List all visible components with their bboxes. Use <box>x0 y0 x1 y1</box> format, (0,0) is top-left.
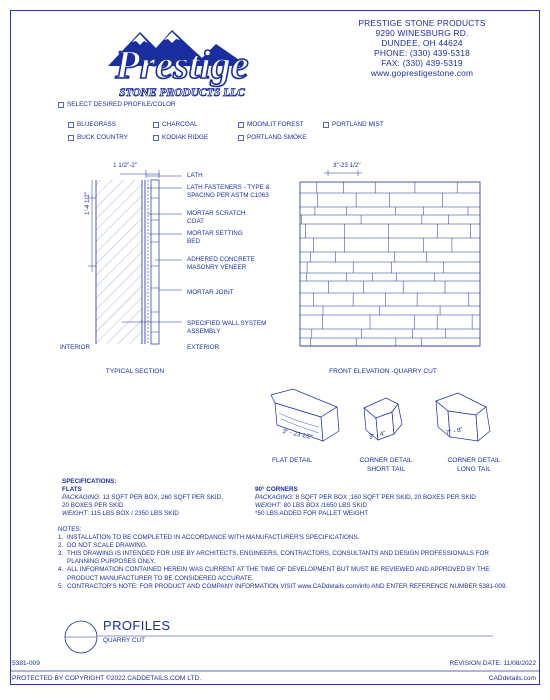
label-mortar-joint: MORTAR JOINT <box>187 289 234 296</box>
pallet-weight-note: *50 LBS ADDED FOR PALLET WEIGHT <box>255 510 369 517</box>
logo-subtitle: STONE PRODUCTS LLC <box>119 87 245 99</box>
company-phone: PHONE: (330) 439-5318 <box>374 48 470 58</box>
caption-front-elevation: FRONT ELEVATION -QUARRY CUT <box>329 368 437 375</box>
flats-heading: FLATS <box>62 486 82 493</box>
checkbox-icon[interactable] <box>238 135 244 141</box>
label-veneer: ADHERED CONCRETE MASONRY VENEER <box>187 256 255 271</box>
label-lath: LATH <box>187 172 203 179</box>
flats-packaging: PACKAGING: 13 SQFT PER BOX, 260 SQFT PER SKID, <box>62 494 223 501</box>
logo-wordmark: Prestige <box>115 42 249 87</box>
note-item: 5. CONTRACTOR'S NOTE: FOR PRODUCT AND COMPANY INFORMATION VISIT www.CADdetails.com/info AND ENTER REFERENCE NUMBER 5381-009. <box>58 582 508 590</box>
company-name: PRESTIGE STONE PRODUCTS <box>358 18 486 28</box>
checkbox-icon[interactable] <box>58 102 64 108</box>
label-scratch-coat: MORTAR SCRATCH COAT <box>187 210 246 225</box>
color-option-kodiak-ridge[interactable]: KODIAK RIDGE <box>153 134 208 142</box>
drawing-title: PROFILES <box>103 618 171 633</box>
corner-short-dim: 3" - 4" <box>368 430 387 441</box>
label-lath-fasteners: LATH FASTENERS - TYPE & SPACING PER ASTM C1063 <box>187 184 270 199</box>
corners-heading: 90° CORNERS <box>255 486 298 493</box>
caption-long-tail: LONG TAIL <box>457 466 491 473</box>
color-option-buck-country[interactable]: BUCK COUNTRY <box>68 134 128 142</box>
corner-long-dim: 7" - 8" <box>445 426 464 437</box>
select-profile-heading: SELECT DESIRED PROFILE/COLOR <box>58 101 176 109</box>
company-info <box>312 18 532 78</box>
dim-height: 1'-4 1/2" <box>84 191 91 215</box>
caption-flat-detail: FLAT DETAIL <box>272 457 312 464</box>
label-exterior: EXTERIOR <box>187 344 220 351</box>
caddetails-link[interactable]: CADdetails.com <box>488 675 536 682</box>
note-item: 4. ALL INFORMATION CONTAINED HEREIN WAS CURRENT AT THE TIME OF DEVELOPMENT BUT MUST BE REVIEWED AND APPROVED BY THE PRODUCT MANUFACTURER TO BE CONSIDERED ACCURATE. <box>58 566 490 582</box>
company-address-line2: DUNDEE, OH 44624 <box>381 38 463 48</box>
color-option-charcoal[interactable]: CHARCOAL <box>153 121 198 129</box>
dim-thickness: 1 1/2"-2" <box>113 162 138 169</box>
checkbox-icon[interactable] <box>68 122 74 128</box>
company-website[interactable]: www.goprestigestone.com <box>370 68 474 78</box>
corner-long-drawing <box>428 391 500 449</box>
typical-section-drawing <box>62 162 192 362</box>
label-interior: INTERIOR <box>60 344 91 351</box>
company-fax: FAX: (330) 439-5319 <box>381 58 463 68</box>
checkbox-icon[interactable] <box>238 122 244 128</box>
caption-short-tail: SHORT TAIL <box>367 466 405 473</box>
reference-number: 5381-009 <box>12 660 40 667</box>
prestige-logo <box>98 26 278 102</box>
flat-detail-dim: 3" - 23 1/2" <box>281 427 314 442</box>
elevation-dim: 3"-23 1/2" <box>333 162 361 169</box>
specifications-heading: SPECIFICATIONS: <box>62 478 117 485</box>
caption-corner-detail-short: CORNER DETAIL <box>359 457 413 464</box>
front-elevation-drawing <box>298 170 483 350</box>
note-item: 3. THIS DRAWING IS INTENDED FOR USE BY ARCHITECTS, ENGINEERS, CONTRACTORS, CONSULTANTS AND DESIGN PROFESSIONALS FOR PLANNING PURPOSES ONLY. <box>58 550 489 566</box>
footer-divider <box>10 670 540 672</box>
drawing-subtitle: QUARRY CUT <box>103 637 146 644</box>
checkbox-icon[interactable] <box>153 122 159 128</box>
checkbox-icon[interactable] <box>68 135 74 141</box>
flats-packaging-2: 20 BOXES PER SKID <box>62 502 124 509</box>
color-option-portland-mist[interactable]: PORTLAND MIST <box>323 121 384 129</box>
notes-block <box>58 526 508 591</box>
color-option-bluegrass[interactable]: BLUEGRASS <box>68 121 116 129</box>
copyright: PROTECTED BY COPYRIGHT ©2022 CADDETAILS.COM LTD. <box>12 675 202 682</box>
checkbox-icon[interactable] <box>153 135 159 141</box>
note-item: 1. INSTALLATION TO BE COMPLETED IN ACCORDANCE WITH MANUFACTURER'S SPECIFICATIONS. <box>58 534 360 542</box>
label-wall-system: SPECIFIED WALL SYSTEM ASSEMBLY <box>187 320 267 335</box>
title-symbol <box>64 620 98 654</box>
corners-weight: WEIGHT: 80 LBS BOX /1650 LBS SKID <box>255 502 367 509</box>
color-option-portland-smoke[interactable]: PORTLAND SMOKE <box>238 134 307 142</box>
notes-heading: NOTES: <box>58 526 82 533</box>
company-address-line1: 9290 WINESBURG RD. <box>375 28 469 38</box>
checkbox-icon[interactable] <box>323 122 329 128</box>
color-option-moonlit-forest[interactable]: MOONLIT FOREST <box>238 121 304 129</box>
title-divider <box>98 635 493 637</box>
note-item: 2. DO NOT SCALE DRAWING. <box>58 542 148 550</box>
caption-typical-section: TYPICAL SECTION <box>105 368 165 375</box>
corners-packaging: PACKAGING: 8 SQFT PER BOX ;160 SQFT PER SKID, 20 BOXES PER SKID <box>255 494 476 501</box>
flats-weight: WEIGHT: 115 LBS BOX / 2350 LBS SKID <box>62 510 179 517</box>
label-setting-bed: MORTAR SETTING BED <box>187 230 243 245</box>
caption-corner-detail-long: CORNER DETAIL <box>447 457 501 464</box>
revision-date: REVISION DATE: 11/08/2022 <box>449 660 536 667</box>
